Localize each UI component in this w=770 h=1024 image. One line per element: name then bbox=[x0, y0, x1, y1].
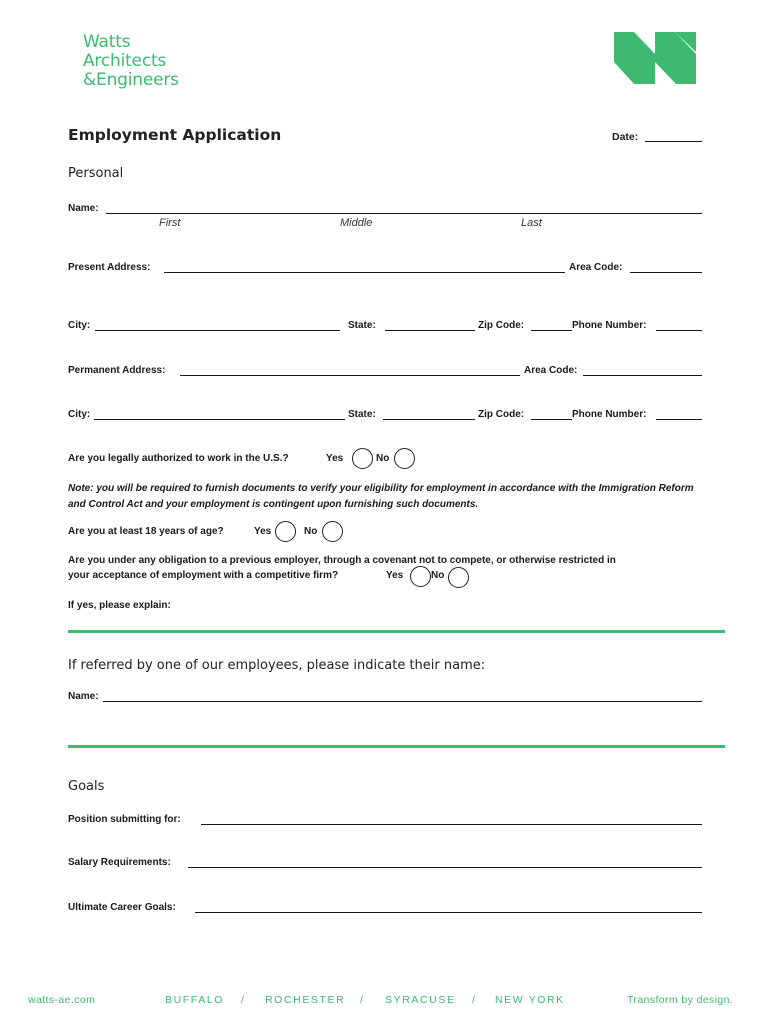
city-label-2: City: bbox=[68, 409, 91, 420]
age-no-radio[interactable] bbox=[322, 521, 343, 542]
obligation-question-line1: Are you under any obligation to a previous employer, through a covenant not to compete, or otherwise restricted in bbox=[68, 555, 616, 566]
first-name-caption: First bbox=[159, 217, 181, 229]
middle-name-caption: Middle bbox=[340, 217, 373, 229]
present-address-label: Present Address: bbox=[68, 262, 151, 273]
explain-label: If yes, please explain: bbox=[68, 600, 171, 611]
wa-monogram-icon bbox=[614, 32, 696, 84]
divider bbox=[68, 745, 725, 748]
logo-line-1: Watts bbox=[83, 32, 131, 52]
date-label: Date: bbox=[612, 131, 639, 143]
authorized-no-radio[interactable] bbox=[394, 448, 415, 469]
form-title: Employment Application bbox=[68, 126, 282, 144]
footer-city-rochester: ROCHESTER bbox=[265, 994, 346, 1006]
city-field-2[interactable] bbox=[94, 419, 345, 420]
obligation-question-line2: your acceptance of employment with a competitive firm? bbox=[68, 570, 339, 581]
career-goals-label: Ultimate Career Goals: bbox=[68, 902, 176, 913]
age-yes-radio[interactable] bbox=[275, 521, 296, 542]
eligibility-note: Note: you will be required to furnish documents to verify your eligibility for employment in accordance with the Immigration Reform and Control Act and your employment is contingent upon furnishing such documents. bbox=[68, 483, 694, 510]
state-label-2: State: bbox=[348, 409, 376, 420]
area-code-label-2: Area Code: bbox=[524, 365, 578, 376]
obligation-yes-label: Yes bbox=[386, 570, 404, 581]
state-field[interactable] bbox=[385, 330, 475, 331]
footer-separator: / bbox=[472, 994, 477, 1006]
company-logo bbox=[83, 33, 179, 90]
footer-website: watts-ae.com bbox=[28, 994, 96, 1006]
area-code-label: Area Code: bbox=[569, 262, 623, 273]
area-code-field-2[interactable] bbox=[583, 375, 702, 376]
position-field[interactable] bbox=[201, 824, 702, 825]
phone-field[interactable] bbox=[656, 330, 702, 331]
present-address-field[interactable] bbox=[164, 272, 565, 273]
name-field[interactable] bbox=[106, 213, 702, 214]
permanent-address-field[interactable] bbox=[180, 375, 520, 376]
obligation-no-radio[interactable] bbox=[448, 567, 469, 588]
zip-label-2: Zip Code: bbox=[478, 409, 525, 420]
logo-line-2: Architects bbox=[83, 51, 167, 71]
age-question: Are you at least 18 years of age? bbox=[68, 526, 224, 537]
position-label: Position submitting for: bbox=[68, 814, 181, 825]
goals-heading: Goals bbox=[68, 779, 105, 794]
state-field-2[interactable] bbox=[383, 419, 475, 420]
referral-name-label: Name: bbox=[68, 691, 99, 702]
age-no-label: No bbox=[304, 526, 318, 537]
referral-heading: If referred by one of our employees, please indicate their name: bbox=[68, 658, 486, 673]
footer-tagline: Transform by design. bbox=[627, 994, 734, 1006]
salary-field[interactable] bbox=[188, 867, 702, 868]
obligation-no-label: No bbox=[431, 570, 445, 581]
zip-field-2[interactable] bbox=[531, 419, 572, 420]
logo-line-3: &Engineers bbox=[83, 70, 179, 90]
footer-city-buffalo: BUFFALO bbox=[165, 994, 225, 1006]
name-label: Name: bbox=[68, 203, 99, 214]
phone-label: Phone Number: bbox=[572, 320, 647, 331]
permanent-address-label: Permanent Address: bbox=[68, 365, 166, 376]
last-name-caption: Last bbox=[521, 217, 542, 229]
referral-name-field[interactable] bbox=[103, 701, 702, 702]
age-yes-label: Yes bbox=[254, 526, 272, 537]
divider bbox=[68, 630, 725, 633]
city-field[interactable] bbox=[95, 330, 340, 331]
phone-label-2: Phone Number: bbox=[572, 409, 647, 420]
date-field[interactable] bbox=[645, 141, 702, 142]
career-goals-field[interactable] bbox=[195, 912, 702, 913]
authorized-no-label: No bbox=[376, 453, 390, 464]
footer-city-new-york: NEW YORK bbox=[495, 994, 565, 1006]
city-label: City: bbox=[68, 320, 91, 331]
area-code-field[interactable] bbox=[630, 272, 702, 273]
authorized-question: Are you legally authorized to work in the U.S.? bbox=[68, 453, 289, 464]
footer-separator: / bbox=[241, 994, 246, 1006]
personal-heading: Personal bbox=[68, 166, 124, 181]
authorized-yes-radio[interactable] bbox=[352, 448, 373, 469]
authorized-yes-label: Yes bbox=[326, 453, 344, 464]
zip-field[interactable] bbox=[531, 330, 572, 331]
footer-separator: / bbox=[360, 994, 365, 1006]
state-label: State: bbox=[348, 320, 376, 331]
phone-field-2[interactable] bbox=[656, 419, 702, 420]
zip-label: Zip Code: bbox=[478, 320, 525, 331]
footer-city-syracuse: SYRACUSE bbox=[385, 994, 456, 1006]
salary-label: Salary Requirements: bbox=[68, 857, 171, 868]
obligation-yes-radio[interactable] bbox=[410, 566, 431, 587]
